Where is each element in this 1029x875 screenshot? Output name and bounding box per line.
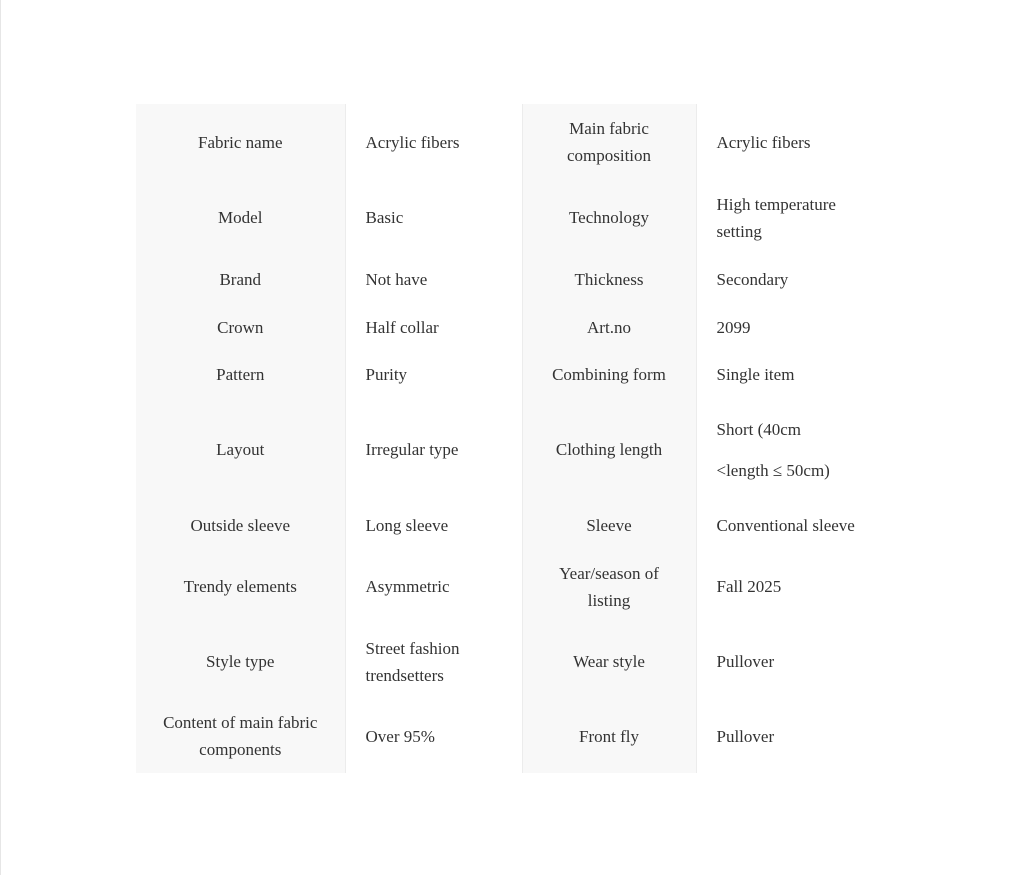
- spec-value: Not have: [345, 255, 522, 303]
- spec-row: [136, 624, 871, 699]
- spec-value: Acrylic fibers: [345, 104, 522, 180]
- spec-label: Front fly: [522, 699, 696, 773]
- spec-value: Conventional sleeve: [696, 501, 871, 549]
- spec-label: Brand: [136, 255, 345, 303]
- product-spec-table: [136, 104, 871, 773]
- spec-value: Asymmetric: [345, 549, 522, 624]
- spec-label: Layout: [136, 398, 345, 501]
- spec-label: Technology: [522, 180, 696, 255]
- spec-value: 2099: [696, 303, 871, 351]
- spec-label: Combining form: [522, 351, 696, 398]
- spec-label: Main fabric composition: [522, 104, 696, 180]
- spec-value: Purity: [345, 351, 522, 398]
- spec-value: Street fashion trendsetters: [345, 624, 522, 699]
- spec-label: Content of main fabric components: [136, 699, 345, 773]
- spec-value: Fall 2025: [696, 549, 871, 624]
- spec-row: [136, 549, 871, 624]
- spec-label: Year/season of listing: [522, 549, 696, 624]
- spec-value: Long sleeve: [345, 501, 522, 549]
- spec-label: Trendy elements: [136, 549, 345, 624]
- spec-value: Acrylic fibers: [696, 104, 871, 180]
- spec-label: Wear style: [522, 624, 696, 699]
- spec-value: Pullover: [696, 624, 871, 699]
- spec-value: Secondary: [696, 255, 871, 303]
- spec-value: Irregular type: [345, 398, 522, 501]
- spec-row: [136, 303, 871, 351]
- spec-value: Short (40cm <length ≤ 50cm): [696, 398, 871, 501]
- spec-row: [136, 501, 871, 549]
- spec-label: Clothing length: [522, 398, 696, 501]
- spec-value: High temperature setting: [696, 180, 871, 255]
- spec-label: Pattern: [136, 351, 345, 398]
- spec-value: Over 95%: [345, 699, 522, 773]
- spec-label: Thickness: [522, 255, 696, 303]
- spec-label: Style type: [136, 624, 345, 699]
- spec-value: Pullover: [696, 699, 871, 773]
- spec-row: [136, 104, 871, 180]
- spec-label: Crown: [136, 303, 345, 351]
- spec-label: Outside sleeve: [136, 501, 345, 549]
- spec-value: Half collar: [345, 303, 522, 351]
- spec-label: Sleeve: [522, 501, 696, 549]
- spec-row: [136, 398, 871, 501]
- spec-label: Art.no: [522, 303, 696, 351]
- spec-value: Single item: [696, 351, 871, 398]
- spec-row: [136, 699, 871, 773]
- spec-row: [136, 255, 871, 303]
- spec-row: [136, 180, 871, 255]
- spec-label: Model: [136, 180, 345, 255]
- spec-value: Basic: [345, 180, 522, 255]
- spec-row: [136, 351, 871, 398]
- spec-label: Fabric name: [136, 104, 345, 180]
